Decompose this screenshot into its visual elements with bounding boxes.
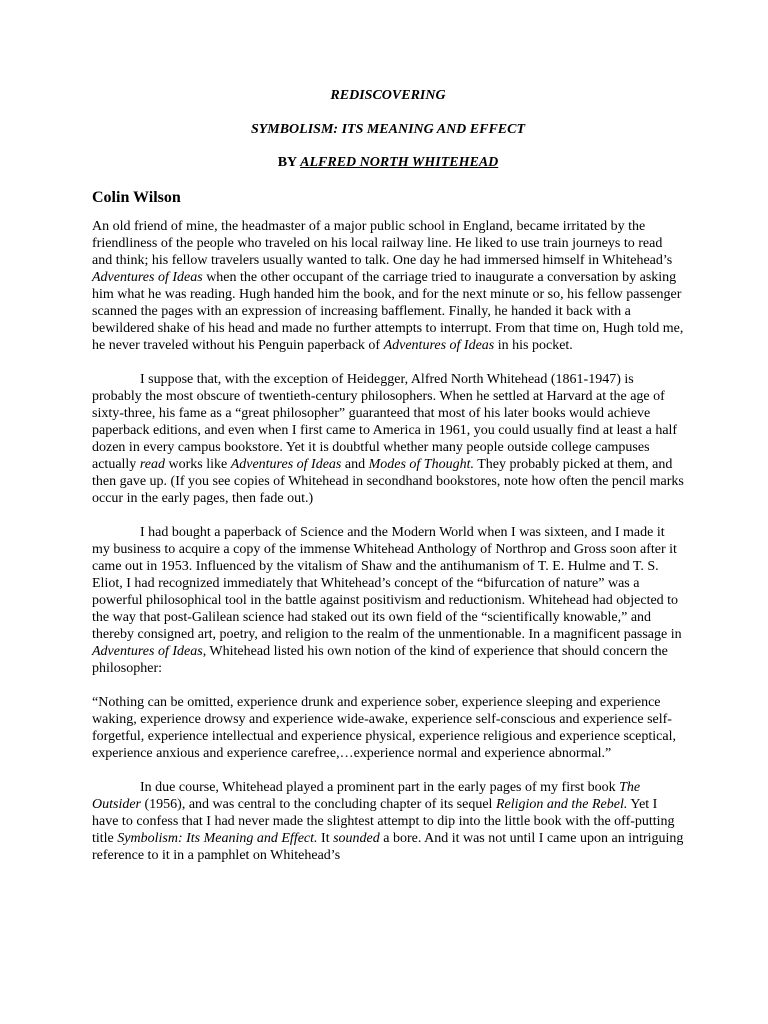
text-segment: I had bought a paperback of Science and the Modern World when I was sixteen, and I made it my business to acquire a copy of the immense Whitehead Anthology of Northrop and Gross soon after it came out in 1953. Influenced by the vitalism of Shaw and the antihumanism of T. E. Hulme and T. S. Eliot, I had recognized immediately that Whitehead’s concept of the “bifurcation of nature” was a powerful philosophical tool in the battle against positivism and reductionism. Whitehead had objected to the way that post-Galilean science had staked out its own field of the “scientifically knowable,” and thereby consigned art, poetry, and religion to the realm of the unmentionable. In a magnificent passage in <box>92 525 682 642</box>
text-segment: In due course, Whitehead played a prominent part in the early pages of my first book <box>140 780 620 795</box>
article-author: Colin Wilson <box>92 189 181 206</box>
text-segment: a bore. And it was not until I came upon an intriguing reference to it in a pamphlet on Whitehead’s <box>92 831 684 863</box>
text-segment: Yet I have to confess that I had never made the slightest attempt to dip into the little book with the off-putting title <box>92 797 675 846</box>
paragraph-1 <box>92 218 684 354</box>
text-segment: works like <box>164 457 231 472</box>
italic-text-segment: Symbolism: Its Meaning and Effect. <box>117 831 318 846</box>
block-quote <box>92 694 684 762</box>
text-segment: when the other occupant of the carriage tried to inaugurate a conversation by asking him what he was reading. Hugh handed him the book, and for the next minute or so, his fellow passenger scanned the pages with an expression of increasing bafflement. Finally, he handed it back with a bewildered shake of his head and made no further attempts to interrupt. From that time on, Hugh told me, he never traveled without his Penguin paperback of <box>92 270 684 353</box>
text-segment: (1956), and was central to the concluding chapter of its sequel <box>141 797 496 812</box>
italic-text-segment: Modes of Thought. <box>368 457 474 472</box>
title-line-2: SYMBOLISM: ITS MEANING AND EFFECT <box>250 122 526 137</box>
italic-text-segment: sounded <box>333 831 380 846</box>
text-segment: I suppose that, with the exception of Heidegger, Alfred North Whitehead (1861-1947) is probably the most obscure of twentieth-century philosophers. When he settled at Harvard at the age of sixty-three, his fame as a “great philosopher” guaranteed that most of his later books would achieve paperback editions, and even when I first came to America in 1961, you could usually find at least a half dozen in every campus bookstore. Yet it is doubtful whether many people outside college campuses actually <box>92 372 678 472</box>
document-page <box>92 78 684 864</box>
italic-text-segment: Adventures of Ideas <box>92 644 203 659</box>
text-segment: They probably picked at them, and then gave up. (If you see copies of Whitehead in secondhand bookstores, note how often the pencil marks occur in the early pages, then fade out.) <box>92 457 684 506</box>
text-segment: “Nothing can be omitted, experience drunk and experience sober, experience sleeping and experience waking, experience drowsy and experience wide-awake, experience self-conscious and experience self-forgetful, experience intellectual and experience physical, experience religious and experience sceptical, experience anxious and experience carefree,…experience normal and experience abnormal.” <box>92 695 676 761</box>
italic-text-segment: Religion and the Rebel. <box>495 797 628 812</box>
italic-text-segment: Adventures of Ideas <box>92 270 203 285</box>
paragraph-3 <box>92 524 684 677</box>
byline-prefix: BY <box>277 155 301 170</box>
text-segment: , Whitehead listed his own notion of the kind of experience that should concern the philosopher: <box>92 644 668 676</box>
text-segment: in his pocket. <box>494 338 573 353</box>
italic-text-segment: Adventures of Ideas <box>383 338 495 353</box>
title-line-1: REDISCOVERING <box>330 88 446 103</box>
text-segment: It <box>317 831 334 846</box>
byline-author-name: ALFRED NORTH WHITEHEAD <box>300 155 499 170</box>
paragraph-4 <box>92 779 684 864</box>
italic-text-segment: The Outsider <box>92 780 641 812</box>
italic-text-segment: Adventures of Ideas <box>230 457 342 472</box>
title-byline <box>92 154 684 171</box>
text-segment: and <box>341 457 369 472</box>
italic-text-segment: read <box>139 457 165 472</box>
text-segment: An old friend of mine, the headmaster of a major public school in England, became irritated by the friendliness of the people who traveled on his local railway line. He liked to use train journeys to read and think; his fellow travelers usually wanted to talk. One day he had immersed himself in Whitehead’s <box>92 219 673 268</box>
paragraph-2 <box>92 371 684 507</box>
